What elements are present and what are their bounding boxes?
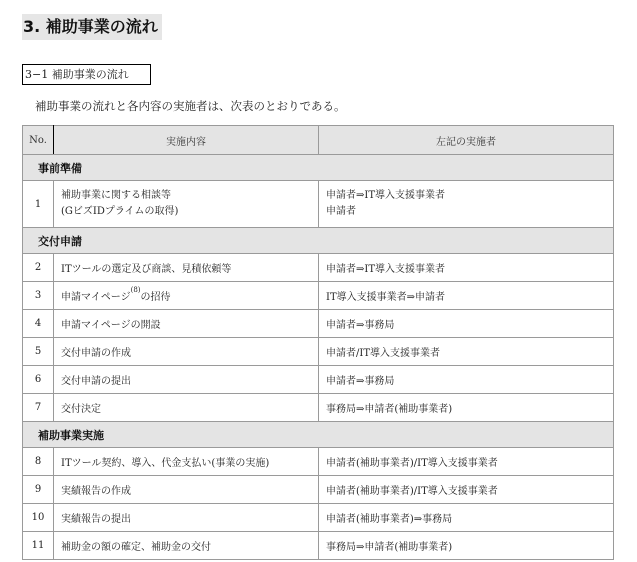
table-row — [23, 476, 614, 504]
row-number: 4 — [23, 310, 54, 338]
row-number: 10 — [23, 504, 54, 532]
row-person: 申請者⇒IT導入支援事業者 — [319, 254, 614, 282]
subsection-heading: 3−1 補助事業の流れ — [22, 64, 151, 85]
table-row — [23, 394, 614, 422]
row-number: 3 — [23, 282, 54, 310]
row-content: ITツール契約、導入、代金支払い(事業の実施) — [54, 448, 319, 476]
section-row — [23, 422, 614, 448]
row-person-line1: 申請者⇒IT導入支援事業者 — [326, 190, 445, 201]
row-content: 交付申請の提出 — [54, 366, 319, 394]
row-content-suffix: の招待 — [140, 292, 171, 303]
table-row — [23, 366, 614, 394]
row-number: 11 — [23, 532, 54, 560]
row-person: 事務局⇒申請者(補助事業者) — [319, 394, 614, 422]
flow-table — [22, 125, 614, 560]
row-content-text: 申請マイページ — [61, 292, 131, 303]
row-person — [319, 181, 614, 228]
row-number: 6 — [23, 366, 54, 394]
row-content: 交付決定 — [54, 394, 319, 422]
row-number: 7 — [23, 394, 54, 422]
section-title: 事前準備 — [23, 155, 614, 181]
row-number: 9 — [23, 476, 54, 504]
row-content: 実績報告の作成 — [54, 476, 319, 504]
row-content: ITツールの選定及び商談、見積依頼等 — [54, 254, 319, 282]
intro-text: 補助事業の流れと各内容の実施者は、次表のとおりである。 — [35, 99, 346, 113]
row-content — [54, 282, 319, 310]
row-number: 5 — [23, 338, 54, 366]
row-content: 交付申請の作成 — [54, 338, 319, 366]
table-row — [23, 338, 614, 366]
row-content — [54, 181, 319, 228]
section-row — [23, 155, 614, 181]
row-person: 申請者⇒事務局 — [319, 366, 614, 394]
table-row — [23, 282, 614, 310]
row-person: 申請者/IT導入支援事業者 — [319, 338, 614, 366]
table-row — [23, 254, 614, 282]
table-header-row — [23, 126, 614, 155]
row-content: 補助金の額の確定、補助金の交付 — [54, 532, 319, 560]
header-content: 実施内容 — [54, 126, 319, 155]
header-no: No. — [23, 126, 54, 155]
row-number: 1 — [23, 181, 54, 228]
table-row — [23, 532, 614, 560]
row-content-line1: 補助事業に関する相談等 — [61, 190, 171, 201]
row-number: 2 — [23, 254, 54, 282]
row-person: 事務局⇒申請者(補助事業者) — [319, 532, 614, 560]
row-person: 申請者(補助事業者)/IT導入支援事業者 — [319, 476, 614, 504]
section-heading: 3. 補助事業の流れ — [22, 14, 162, 40]
row-content: 申請マイページの開設 — [54, 310, 319, 338]
table-row — [23, 504, 614, 532]
table-row — [23, 181, 614, 228]
table-row — [23, 310, 614, 338]
row-person: 申請者(補助事業者)/IT導入支援事業者 — [319, 448, 614, 476]
row-person: 申請者⇒事務局 — [319, 310, 614, 338]
section-title: 補助事業実施 — [23, 422, 614, 448]
footnote-ref: (8) — [130, 286, 141, 294]
row-person: IT導入支援事業者⇒申請者 — [319, 282, 614, 310]
row-content-line2: (GビズIDプライムの取得) — [61, 206, 179, 217]
row-number: 8 — [23, 448, 54, 476]
row-person: 申請者(補助事業者)⇒事務局 — [319, 504, 614, 532]
row-content: 実績報告の提出 — [54, 504, 319, 532]
section-row — [23, 228, 614, 254]
section-title: 交付申請 — [23, 228, 614, 254]
row-person-line2: 申請者 — [326, 206, 356, 217]
table-row — [23, 448, 614, 476]
header-person: 左記の実施者 — [319, 126, 614, 155]
